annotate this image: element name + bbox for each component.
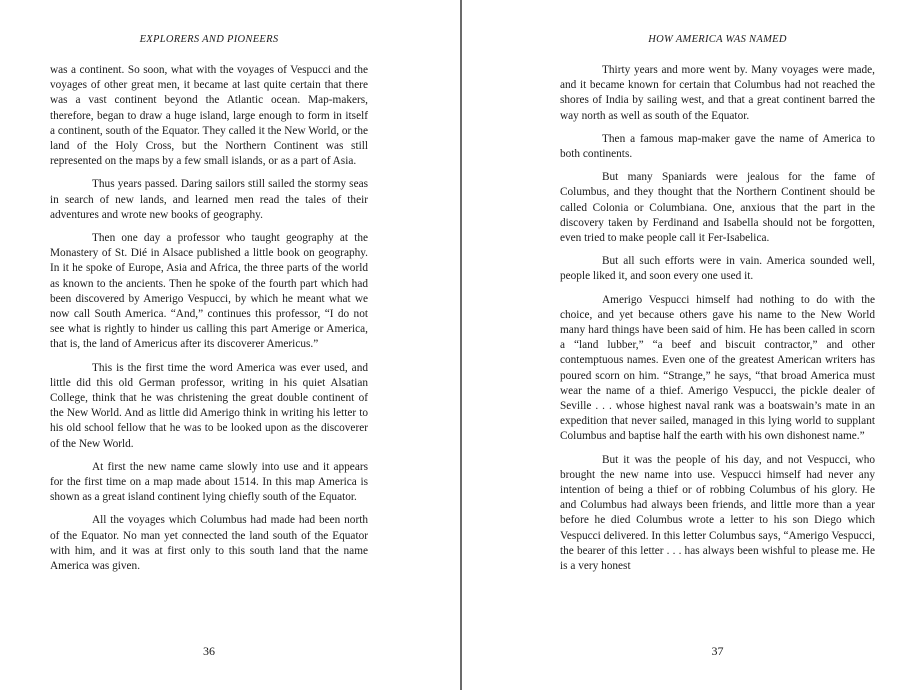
paragraph: was a continent. So soon, what with the voyages of Vespucci and the voyages of other great men, it became at last quite certain that there was a vast continent beyond the Atlantic ocean. Map-makers, therefore, began to draw a huge island, large enough to form in itself a continent, south of the Equator. They called it the New World, or the land of the Holy Cross, but the Northern Continent was still represented on the maps by a few small islands, or as a part of Asia. (50, 64, 368, 168)
paragraph: But all such efforts were in vain. America sounded well, people liked it, and soon every one used it. (560, 255, 875, 283)
paragraph: All the voyages which Columbus had made had been north of the Equator. No man yet connected the land south of the Equator with him, and it was at first only to this south land that the name America was given. (50, 514, 368, 573)
running-head-right: HOW AMERICA WAS NAMED (648, 34, 787, 45)
right-page (560, 0, 875, 690)
right-page-text (560, 63, 875, 582)
page-number-left: 36 (203, 644, 215, 658)
paragraph: Then a famous map-maker gave the name of America to both continents. (560, 132, 875, 161)
left-page-text (50, 63, 368, 582)
page-number-right: 37 (711, 644, 724, 658)
paragraph: But many Spaniards were jealous for the fame of Columbus, and they thought that the Northern Continent should be called Colonia or Columbiana. One, anxious that the part in the discovery taken by Ferdinand and Isabella should not be forgotten, even tried to make people call it Fer-Isabelica. (560, 171, 875, 245)
page-gutter-divider (460, 0, 462, 690)
paragraph: At first the new name came slowly into use and it appears for the first time on a map made about 1514. In this map America is shown as a great island continent lying chiefly south of the Equator. (50, 460, 368, 504)
paragraph: This is the first time the word America was ever used, and little did this old German professor, writing in his quiet Alsatian College, think that he was christening the great double continent of the New World. And as little did Amerigo think in writing his letter to his old school fellow that he was to be looked upon as the discoverer of the New World. (50, 361, 368, 450)
left-page (50, 0, 368, 690)
paragraph: Thirty years and more went by. Many voyages were made, and it became known for certain that Columbus had not reached the shores of India by sailing west, and that a great continent barred the way north as well as south of the Equator. (560, 64, 875, 122)
paragraph: Amerigo Vespucci himself had nothing to do with the choice, and yet because others gave his name to the New World many hard things have been said of him. He has been called in scorn a “land lubber,” “a beef and biscuit contractor,” and other contemptuous names. Even one of the greatest American writers has poured scorn on him. “Strange,” he says, “that broad America must wear the name of a thief. Amerigo Vespucci, the pickle dealer of Seville . . . whose highest naval rank was a boatswain’s mate in an expedition that never sailed, managed in this lying world to supplant Columbus and baptise half the earth with his own dishonest name.” (560, 293, 875, 443)
paragraph: But it was the people of his day, and not Vespucci, who brought the new name into use. Vespucci himself had never any intention of being a thief or of robbing Columbus of his glory. He and Columbus had always been friends, and little more than a year before he died Columbus wrote a letter to his son Diego which Vespucci delivered. In this letter Columbus says, “Amerigo Vespucci, the bearer of this letter . . . has always been wishful to please me. He is a very honest (560, 453, 875, 573)
paragraph: Thus years passed. Daring sailors still sailed the stormy seas in search of new lands, and learned men read the tales of their adventures and wrote new books of geography. (50, 178, 368, 221)
paragraph: Then one day a professor who taught geography at the Monastery of St. Dié in Alsace published a little book on geography. In it he spoke of Europe, Asia and Africa, the three parts of the world as known to the ancients. Then he spoke of the fourth part which had been discovered by Amerigo Vespucci, by which he meant what we now call South America. “And,” continues this professor, “I do not see what is rightly to hinder us calling this part Amerige or America, that is, the land of Americus after its discoverer Americus.” (50, 232, 368, 351)
running-head-left: EXPLORERS AND PIONEERS (139, 34, 279, 45)
